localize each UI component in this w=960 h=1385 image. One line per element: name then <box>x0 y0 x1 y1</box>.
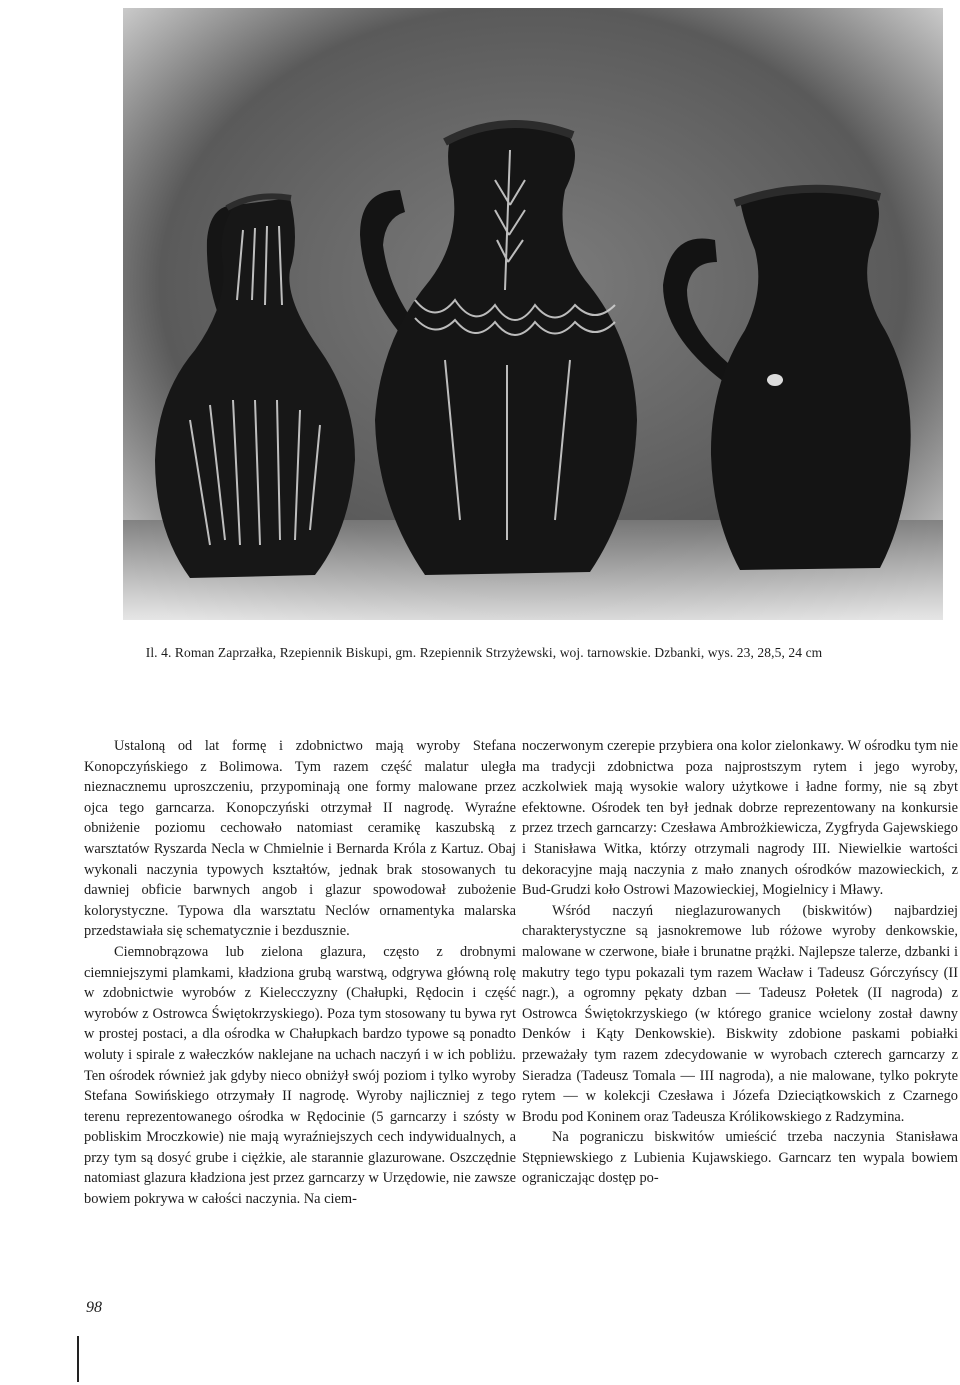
jugs-photograph <box>115 0 955 632</box>
figure-photo <box>115 0 955 632</box>
paragraph: Ciemnobrązowa lub zielona glazura, często z drobnymi ciemniejszymi plamkami, kładziona grubą warstwą, odgrywa główną rolę w zdobnictwie wyrobów z Kielecczyzny (Chałupki, Rędocin i część wyrobów z Ostrowca Świętokrzyskiego). Poza tym stosowany tu bywa ryt w prostej postaci, a dla ośrodka w Chałupkach bardzo typowe są ponadto woluty i spirale z wałeczków naklejane na uchach naczyń i w ich pobliżu. Ten ośrodek również jak gdyby nieco obniżył swój poziom i tylko wyroby Stefana Sowińskiego otrzymały II nagrodę. Wyroby najliczniej z tego terenu reprezentowanego ośrodka w Rędocinie (5 garncarzy i szósty w pobliskim Mroczkowie) nie mają wyraźniejszych cech indywidualnych, a przy tym są dosyć grube i ciężkie, ale starannie glazurowane. Oszczędnie natomiast glazura kładziona jest przez garncarzy w Urzędowie, nie zawsze bowiem pokrywa w całości naczynia. Na ciem- <box>84 943 516 1208</box>
paragraph: Ustaloną od lat formę i zdobnictwo mają wyroby Stefana Konopczyńskiego z Bolimowa. Tym razem część malatur uległa nieznacznemu uproszczeniu, przypominają one formy malowane przez ojca tego garncarza. Konopczyński otrzymał II nagrodę. Wyraźne obniżenie poziomu cechowało natomiast ceramikę kaszubską z warsztatów Ryszarda Necla w Chmielnie i Bernarda Króla z Kartuz. Obaj wykonali naczynia typowych kształtów, jednak brak stosowanych tu dawniej obficie barwnych angob i glazur spowodował zubożenie kolorystyczne. Typowa dla warsztatu Neclów ornamentyka malarska przedstawiała się schematycznie i bezdusznie. <box>84 738 516 940</box>
left-column <box>84 736 516 1210</box>
right-column <box>522 736 958 1189</box>
margin-line <box>77 1336 79 1382</box>
paragraph: Na pograniczu biskwitów umieścić trzeba naczynia Stanisława Stępniewskiego z Lubienia Kujawskiego. Garncarz ten wypala bowiem ograniczając dostęp po- <box>522 1129 958 1187</box>
page-number: 98 <box>86 1299 102 1316</box>
figure-caption: Il. 4. Roman Zaprzałka, Rzepiennik Biskupi, gm. Rzepiennik Strzyżewski, woj. tarnowskie. Dzbanki, wys. 23, 28,5, 24 cm <box>145 645 823 660</box>
paragraph: noczerwonym czerepie przybiera ona kolor zielonkawy. W ośrodku tym nie ma tradycji zdobnictwa poza najprostszym rytem i jego wyroby, aczkolwiek mają wysokie walory użytkowe i ładne formy, nie są zbyt efektowne. Ośrodek ten był jednak dobrze reprezentowany na konkursie przez trzech garncarzy: Czesława Ambrożkiewicza, Zygfryda Gajewskiego i Stanisława Witka, którzy otrzymali nagrody III. Niewielkie wartości dekoracyjne mają naczynia z mało znanych ośrodków mazowieckich, z Bud-Grudzi koło Ostrowi Mazowieckiej, Mogielnicy i Mławy. <box>522 738 958 899</box>
paragraph: Wśród naczyń nieglazurowanych (biskwitów) najbardziej charakterystyczne są jasnokremowe lub różowe wyroby denkowskie, malowane w czerwone, białe i brunatne prążki. Najlepsze talerze, dzbanki i makutry tego typu pokazali tym razem Wacław i Tadeusz Górczyńscy (II nagr.), a ogromny pękaty dzban — Tadeusz Połetek (II nagroda) z Ostrowca Świętokrzyskiego (w którego granice wcielony został dawny Denków i Kąty Denkowskie). Biskwity zdobione paskami pobiałki przeważały tym razem zdecydowanie w wyrobach czterech garncarzy z Sieradza (Tadeusz Tomala — III nagroda), a nie malowane, tylko pokryte rytem — w kolekcji Czesława i Józefa Dzieciątkowskich z Czarnego Brodu pod Koninem oraz Tadeusza Królikowskiego z Radzymina. <box>522 902 958 1125</box>
